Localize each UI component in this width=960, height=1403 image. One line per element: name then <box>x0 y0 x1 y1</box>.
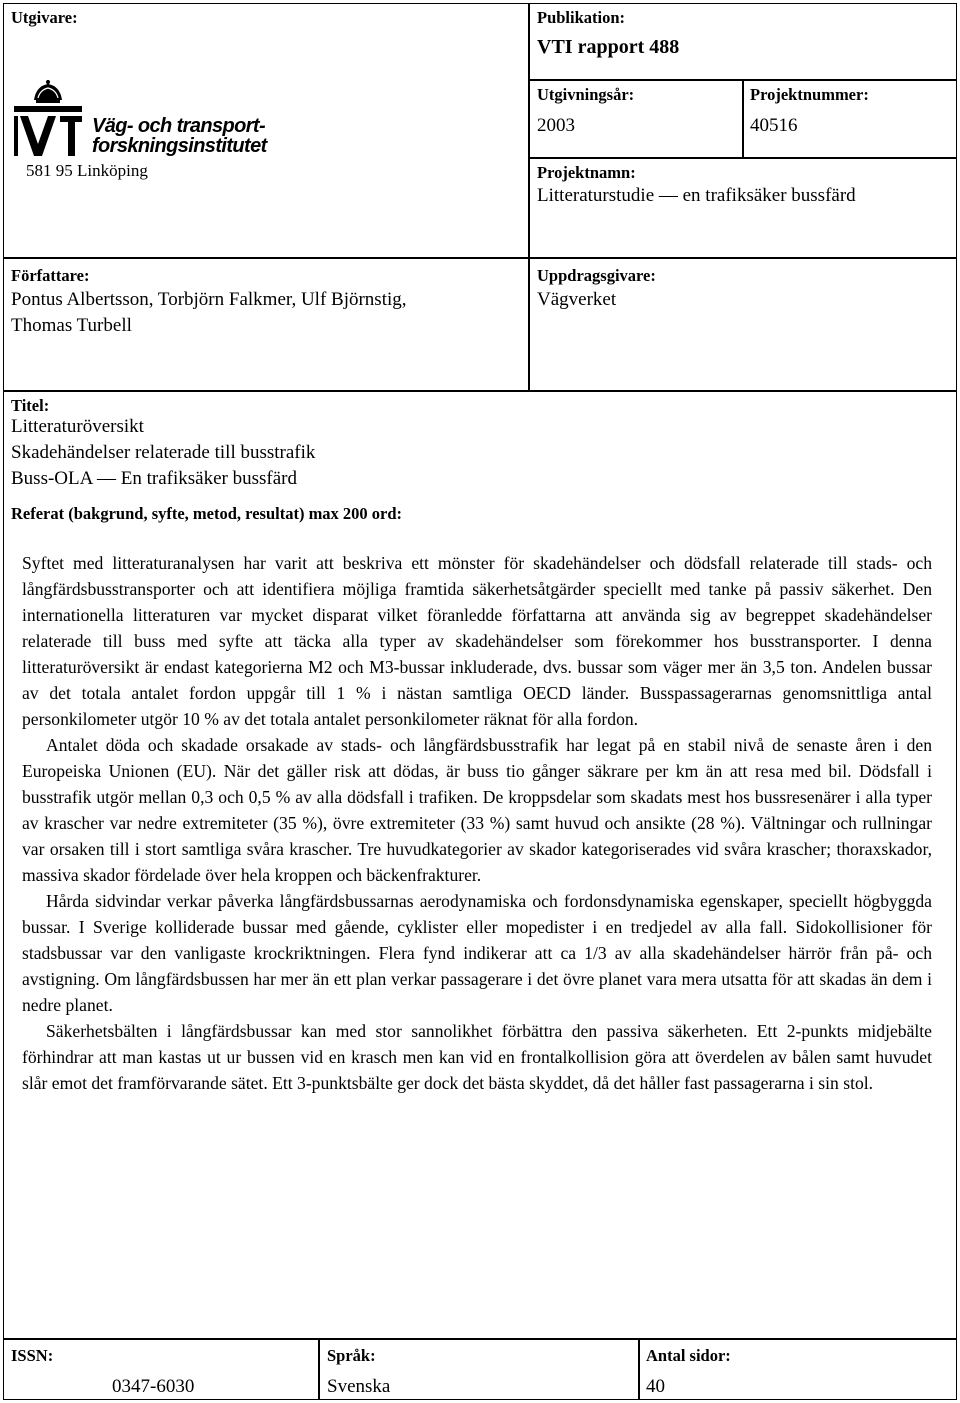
logo-line-1: Väg- och transport- <box>92 115 266 137</box>
divider-top-vertical <box>528 3 530 390</box>
abstract-paragraph: Antalet döda och skadade orsakade av stads- och långfärdsbusstrafik har legat på en stabil nivå de senaste åren i den Europeiska Unionen (EU). När det gäller risk att dödas, är buss tio gånger säkrare per km än att resa med bil. Dödsfall i busstrafik utgör mellan 0,3 och 0,5 % av alla dödsfall i trafiken. De kroppsdelar som skadats mest hos bussresenärer i alla typer av krascher var nedre extremiteter (35 %), övre extremiteter (33 %) samt huvud och ansikte (28 %). Vältningar och rullningar var orsaken till i stort samtliga svåra krascher. Tre huvudkategorier av skador kategoriserades vid svåra krascher; thoraxskador, massiva skador fördelade över hela kroppen och bäckenfrakturer. <box>22 735 932 885</box>
project-name-value: Litteraturstudie — en trafiksäker bussfärd <box>537 185 856 206</box>
client-value: Vägverket <box>537 289 617 310</box>
project-number-label: Projektnummer: <box>750 85 869 104</box>
divider-header-bottom <box>3 257 957 259</box>
abstract-paragraph: Säkerhetsbälten i långfärdsbussar kan med stor sannolikhet förbättra den passiva säkerheten. Ett 2-punkts midjebälte förhindrar att man kastas ut ur bussen vid en krasch men kan vid en frontalkollision göra att överdelen av bålen samt huvudet slår emot det framförvarande sätet. Ett 3-punktsbälte ger dock det bästa skyddet, då det håller fast passagerarna i sin stol. <box>22 1021 932 1093</box>
authors-line-2: Thomas Turbell <box>11 315 132 336</box>
publisher-label: Utgivare: <box>11 8 78 27</box>
divider-authors-bottom <box>3 390 957 392</box>
vti-logo <box>14 80 267 160</box>
title-line-1: Litteraturöversikt <box>11 416 144 437</box>
divider-footer-2 <box>638 1338 640 1400</box>
publication-label: Publikation: <box>537 8 626 27</box>
publication-value: VTI rapport 488 <box>537 36 680 58</box>
abstract-body <box>22 550 932 1096</box>
authors-line-1: Pontus Albertsson, Torbjörn Falkmer, Ulf Björnstig, <box>11 289 407 310</box>
divider-pub-mid <box>742 79 744 158</box>
abstract-paragraph: Hårda sidvindar verkar påverka långfärdsbussarnas aerodynamiska och fordonsdynamiska egenskaper, speciellt högbyggda bussar. I Sverige kolliderade bussar med gående, cyklister eller mopedister i en tredjedel av alla fall. Sidokollisioner för stadsbussar var den vanligaste krockriktningen. Flera fynd indikerar att ca 1/3 av alla skadehändelser härrör från på- och avstigning. Om långfärdsbussen har mer än ett plan verkar passagerare i det övre planet vara mera utsatta för att skadas än dem i nedre planet. <box>22 891 932 1015</box>
year-label: Utgivningsår: <box>537 85 635 104</box>
client-label: Uppdragsgivare: <box>537 266 656 285</box>
language-value: Svenska <box>327 1376 391 1397</box>
crown-emblem-icon <box>14 80 92 158</box>
issn-value: 0347-6030 <box>112 1376 195 1397</box>
divider-footer-top <box>3 1338 957 1340</box>
language-label: Språk: <box>327 1346 376 1365</box>
title-line-3: Buss-OLA — En trafiksäker bussfärd <box>11 468 298 489</box>
title-line-2: Skadehändelser relaterade till busstrafik <box>11 442 316 463</box>
page-count-label: Antal sidor: <box>646 1346 731 1365</box>
abstract-paragraph: Syftet med litteraturanalysen har varit att beskriva ett mönster för skadehändelser och dödsfall relaterade till stads- och långfärdsbusstransporter och att identifiera möjliga framtida säkerhetsåtgärder speciellt med tanke på passiv säkerhet. Den internationella litteraturen var mycket disparat vilket föranledde författarna att använda sig av begreppet skadehändelser relaterade till buss med syfte att täcka alla typer av skadehändelser som förekommer hos busstransporter. I denna litteraturöversikt är endast kategorierna M2 och M3-bussar inkluderade, dvs. bussar som väger mer än 3,5 ton. Andelen bussar av det totala antalet fordon uppgår till 1 % i nästan samtliga OECD länder. Busspassagerarnas genomsnittliga antal personkilometer utgör 10 % av det totala antalet personkilometer räknat för alla fordon. <box>22 553 932 729</box>
project-name-label: Projektnamn: <box>537 163 636 182</box>
abstract-label: Referat (bakgrund, syfte, metod, resultat) max 200 ord: <box>11 504 403 523</box>
title-label: Titel: <box>11 396 50 415</box>
issn-label: ISSN: <box>11 1346 54 1365</box>
logo-line-2: forskningsinstitutet <box>92 135 267 157</box>
divider-footer-1 <box>318 1338 320 1400</box>
authors-label: Författare: <box>11 266 90 285</box>
project-number-value: 40516 <box>750 115 798 136</box>
page-count-value: 40 <box>646 1376 665 1397</box>
year-value: 2003 <box>537 115 575 136</box>
publisher-address: 581 95 Linköping <box>26 161 148 180</box>
